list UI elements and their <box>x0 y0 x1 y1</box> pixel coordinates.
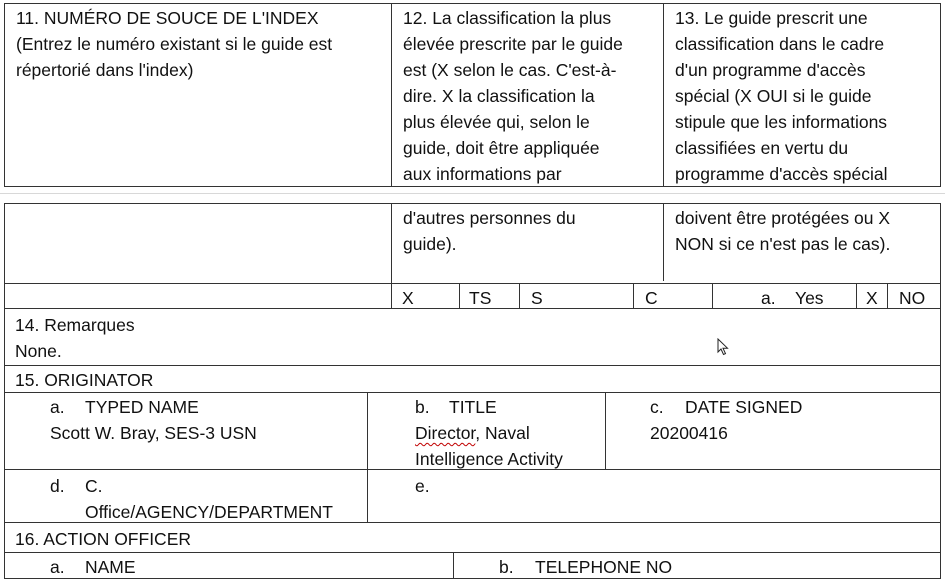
row-border <box>4 308 941 309</box>
col-divider <box>663 3 664 187</box>
field-13-continuation: doivent être protégées ou X <box>675 208 891 228</box>
field-12-text: est (X selon le cas. C'est-à- <box>403 60 617 80</box>
field-13-text: 13. Le guide prescrit une <box>675 8 868 28</box>
row-border <box>4 283 941 284</box>
table-top-border <box>4 203 940 204</box>
phone-label: TELEPHONE NO <box>535 557 673 577</box>
field-12-text: élevée prescrite par le guide <box>403 34 623 54</box>
row-border <box>4 469 941 470</box>
date-label: DATE SIGNED <box>685 397 803 417</box>
field-13-text: classification dans le cadre <box>675 34 885 54</box>
col-divider <box>453 552 454 579</box>
date-letter: c. <box>650 397 664 417</box>
field-13-text: classifiées en vertu du <box>675 138 849 158</box>
field-14-value[interactable]: None. <box>15 341 62 361</box>
col-divider <box>519 283 520 308</box>
yes-option[interactable]: Yes <box>795 288 824 308</box>
field-12-continuation: d'autres personnes du <box>403 208 576 228</box>
office-label: C. <box>85 476 103 496</box>
table-left-border <box>4 3 5 187</box>
typed-name-label: TYPED NAME <box>85 397 199 417</box>
col-divider <box>887 283 888 308</box>
col-divider <box>391 3 392 187</box>
field-11-title: 11. NUMÉRO DE SOUCE DE L'INDEX <box>16 8 319 28</box>
title-value[interactable]: Director, Naval <box>415 423 530 443</box>
field-12-text: aux informations par <box>403 164 562 184</box>
mouse-pointer-icon <box>717 337 729 363</box>
field-11-instruction: (Entrez le numéro existant si le guide est <box>16 34 333 54</box>
name-letter: a. <box>50 557 65 577</box>
col-divider <box>633 283 634 308</box>
row-border <box>4 365 941 366</box>
field-13-continuation: NON si ce n'est pas le cas). <box>675 234 891 254</box>
col-divider <box>459 283 460 308</box>
no-mark[interactable]: X <box>866 288 878 308</box>
office-label: Office/AGENCY/DEPARTMENT <box>85 502 333 522</box>
row-border <box>4 552 941 553</box>
date-value[interactable]: 20200416 <box>650 423 728 443</box>
field-13-text: programme d'accès spécial <box>675 164 888 184</box>
yes-letter: a. <box>761 288 776 308</box>
table-bottom-border <box>4 578 941 579</box>
field-15-label: 15. ORIGINATOR <box>15 370 154 390</box>
field-14-label: 14. Remarques <box>15 315 135 335</box>
field-11-instruction: répertorié dans l'index) <box>16 60 194 80</box>
title-label: TITLE <box>449 397 497 417</box>
field-12-text: dire. X la classification la <box>403 86 595 106</box>
field-12-continuation: guide). <box>403 234 457 254</box>
top-secret-option[interactable]: TS <box>469 288 492 308</box>
field-12-text: plus élevée qui, selon le <box>403 112 590 132</box>
table-right-border <box>940 3 941 187</box>
field-12-text: 12. La classification la plus <box>403 8 612 28</box>
name-label: NAME <box>85 557 136 577</box>
field-13-text: d'un programme d'accès <box>675 60 866 80</box>
typed-name-value[interactable]: Scott W. Bray, SES-3 USN <box>50 423 257 443</box>
field-13-text: spécial (X OUI si le guide <box>675 86 872 106</box>
typed-name-letter: a. <box>50 397 65 417</box>
row-border <box>4 392 941 393</box>
no-option[interactable]: NO <box>899 288 926 308</box>
col-divider <box>663 203 664 281</box>
page-break-line <box>0 193 945 194</box>
page-break <box>0 187 945 203</box>
row-border <box>4 522 941 523</box>
title-value-line2[interactable]: Intelligence Activity <box>415 449 563 469</box>
col-divider <box>391 203 392 308</box>
field-16-label: 16. ACTION OFFICER <box>15 529 191 549</box>
field-12-text: guide, doit être appliquée <box>403 138 600 158</box>
field-e-letter: e. <box>415 476 430 496</box>
title-letter: b. <box>415 397 430 417</box>
phone-letter: b. <box>499 557 514 577</box>
confidential-option[interactable]: C <box>645 288 658 308</box>
col-divider <box>712 283 713 308</box>
office-letter: d. <box>50 476 65 496</box>
field-13-text: stipule que les informations <box>675 112 888 132</box>
col-divider <box>856 283 857 308</box>
spellcheck-word: Director <box>415 423 476 443</box>
secret-option[interactable]: S <box>531 288 543 308</box>
col-divider <box>367 392 368 522</box>
unclassified-mark[interactable]: X <box>402 288 414 308</box>
col-divider <box>605 392 606 469</box>
table-top-border <box>4 3 940 4</box>
